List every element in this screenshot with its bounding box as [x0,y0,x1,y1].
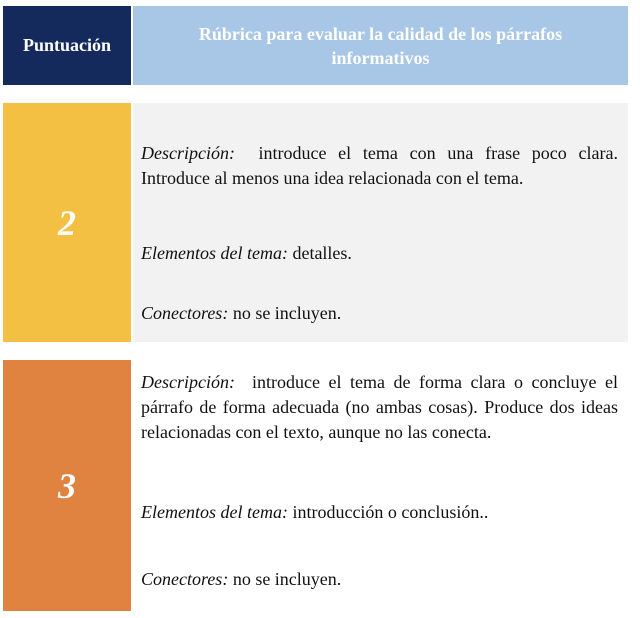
description-label: Descripción: [141,372,235,392]
score-value: 3 [58,465,76,506]
connectors-text: no se incluyen. [232,569,342,589]
elements-paragraph [141,500,618,525]
connectors-label: Conectores: [141,303,229,323]
description-text: introduce el tema de forma clara o concluye el párrafo de forma adecuada (no ambas cosas). Produce dos ideas relacionadas con el texto, aunque no las conecta. [141,372,619,442]
criteria-cell-3 [133,360,628,611]
elements-text: introducción o conclusión.. [292,502,489,522]
rubric-title-header [133,6,628,85]
score-column-header [3,6,131,85]
description-text: introduce el tema con una frase poco clara. Introduce al menos una idea relacionada con el tema. [141,143,618,188]
connectors-paragraph [141,301,618,326]
elements-label: Elementos del tema: [141,502,288,522]
connectors-paragraph [141,567,618,592]
description-paragraph [141,370,618,445]
criteria-cell-2 [133,103,628,342]
elements-text: detalles. [292,243,352,263]
connectors-text: no se incluyen. [232,303,342,323]
connectors-label: Conectores: [141,569,229,589]
description-paragraph [141,141,618,191]
rubric-title: Rúbrica para evaluar la calidad de los párrafos informativos [198,23,563,68]
elements-paragraph [141,241,618,266]
score-cell-2 [3,103,131,342]
elements-label: Elementos del tema: [141,243,288,263]
score-cell-3 [3,360,131,611]
score-column-header-label: Puntuación [22,35,112,55]
score-value: 2 [58,202,76,243]
description-label: Descripción: [141,143,235,163]
